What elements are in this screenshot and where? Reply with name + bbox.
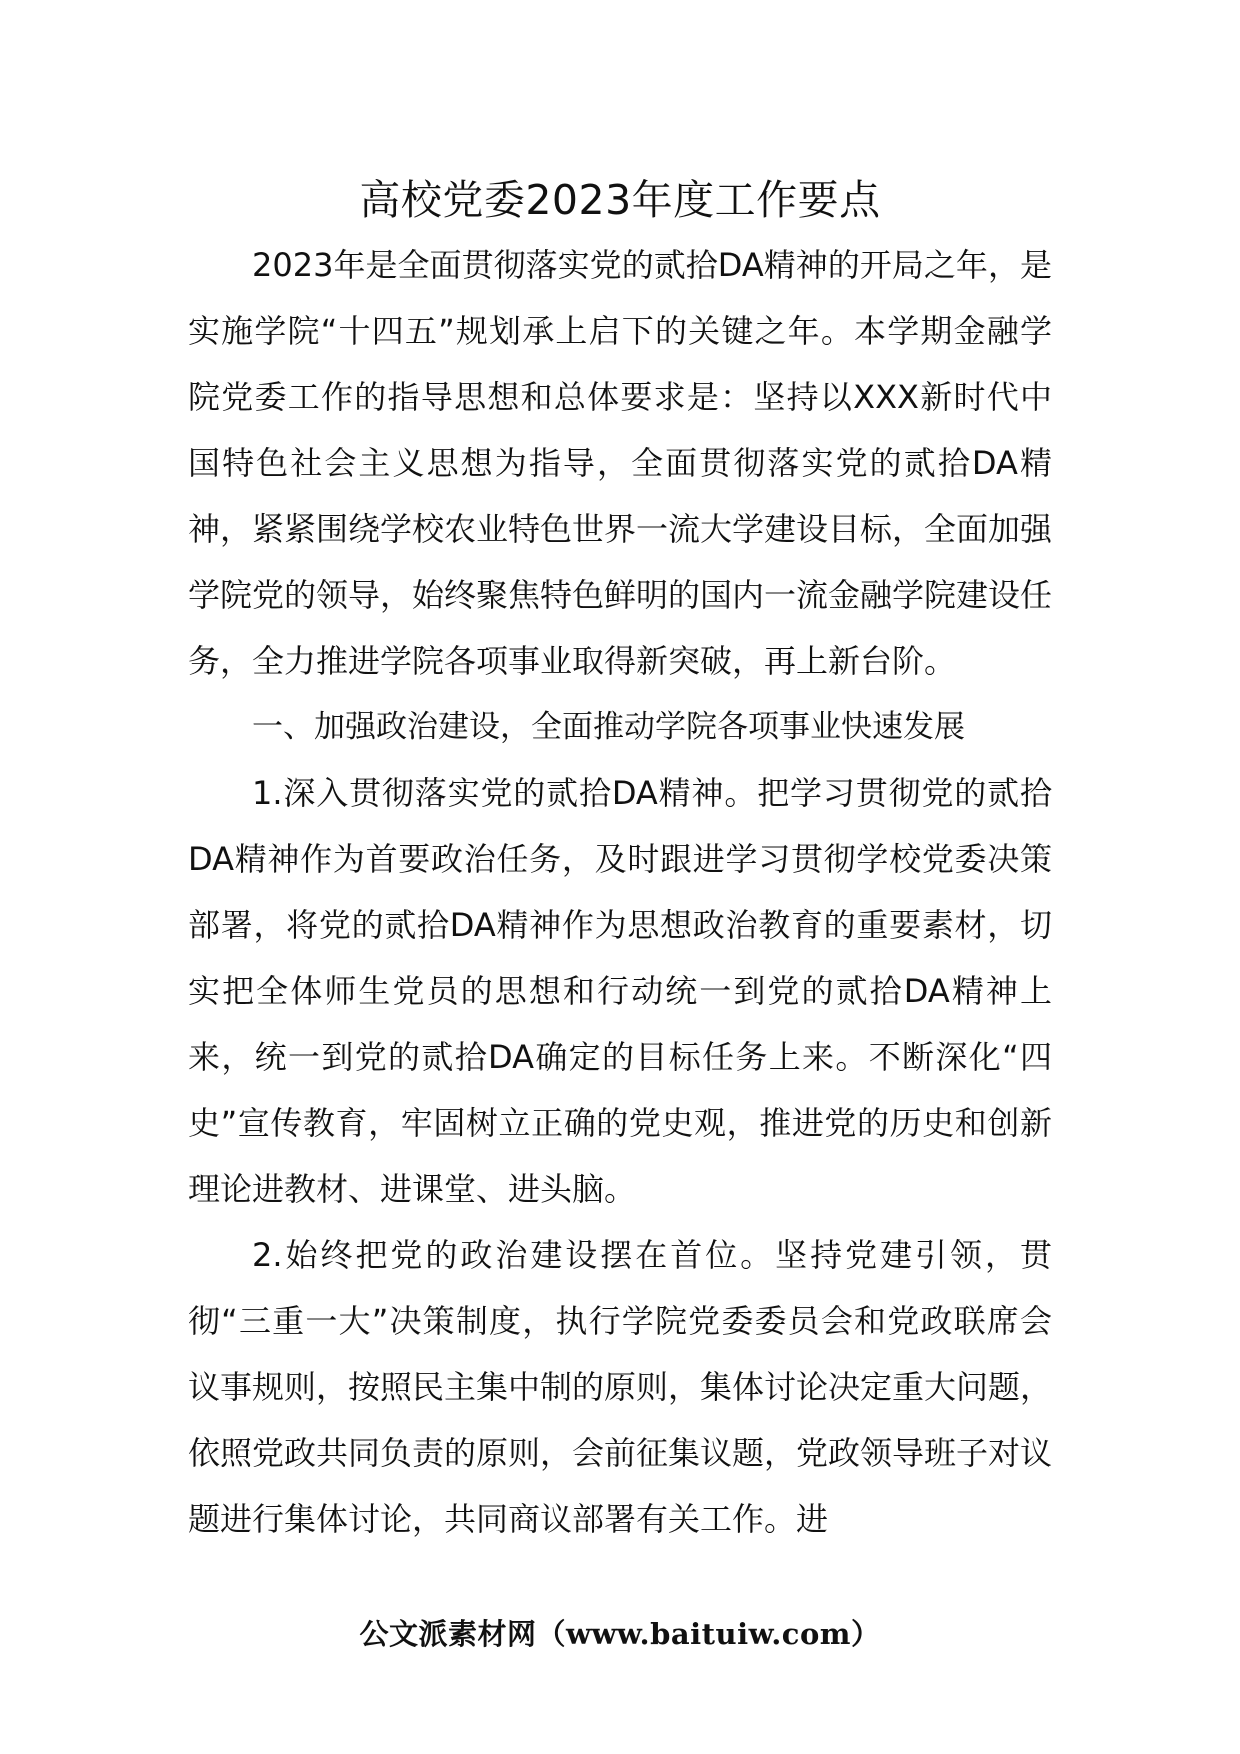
section-heading: 一、加强政治建设，全面推动学院各项事业快速发展 [252, 709, 965, 745]
item-2-paragraph: 2.始终把党的政治建设摆在首位。坚持党建引领，贯彻“三重一大”决策制度，执行学院党委委员会和党政联席会议事规则，按照民主集中制的原则，集体讨论决定重大问题，依照党政共同负责的原则，会前征集议题，党政领导班子对议题进行集体讨论，共同商议部署有关工作。进 [188, 1236, 1053, 1538]
intro-paragraph: 2023年是全面贯彻落实党的贰拾DA精神的开局之年，是实施学院“十四五”规划承上启下的关键之年。本学期金融学院党委工作的指导思想和总体要求是：坚持以XXX新时代中国特色社会主义思想为指导，全面贯彻落实党的贰拾DA精神，紧紧围绕学校农业特色世界一流大学建设目标，全面加强学院党的领导，始终聚焦特色鲜明的国内一流金融学院建设任务，全力推进学院各项事业取得新突破，再上新台阶。 [188, 246, 1053, 680]
footer-watermark: 公文派素材网（www.baituiw.com） [359, 1617, 881, 1651]
document-title: 高校党委2023年度工作要点 [359, 176, 881, 224]
item-1-paragraph: 1.深入贯彻落实党的贰拾DA精神。把学习贯彻党的贰拾DA精神作为首要政治任务，及时跟进学习贯彻学校党委决策部署，将党的贰拾DA精神作为思想政治教育的重要素材，切实把全体师生党员的思想和行动统一到党的贰拾DA精神上来，统一到党的贰拾DA确定的目标任务上来。不断深化“四史”宣传教育，牢固树立正确的党史观，推进党的历史和创新理论进教材、进课堂、进头脑。 [188, 774, 1052, 1208]
document-body [188, 232, 1052, 1552]
